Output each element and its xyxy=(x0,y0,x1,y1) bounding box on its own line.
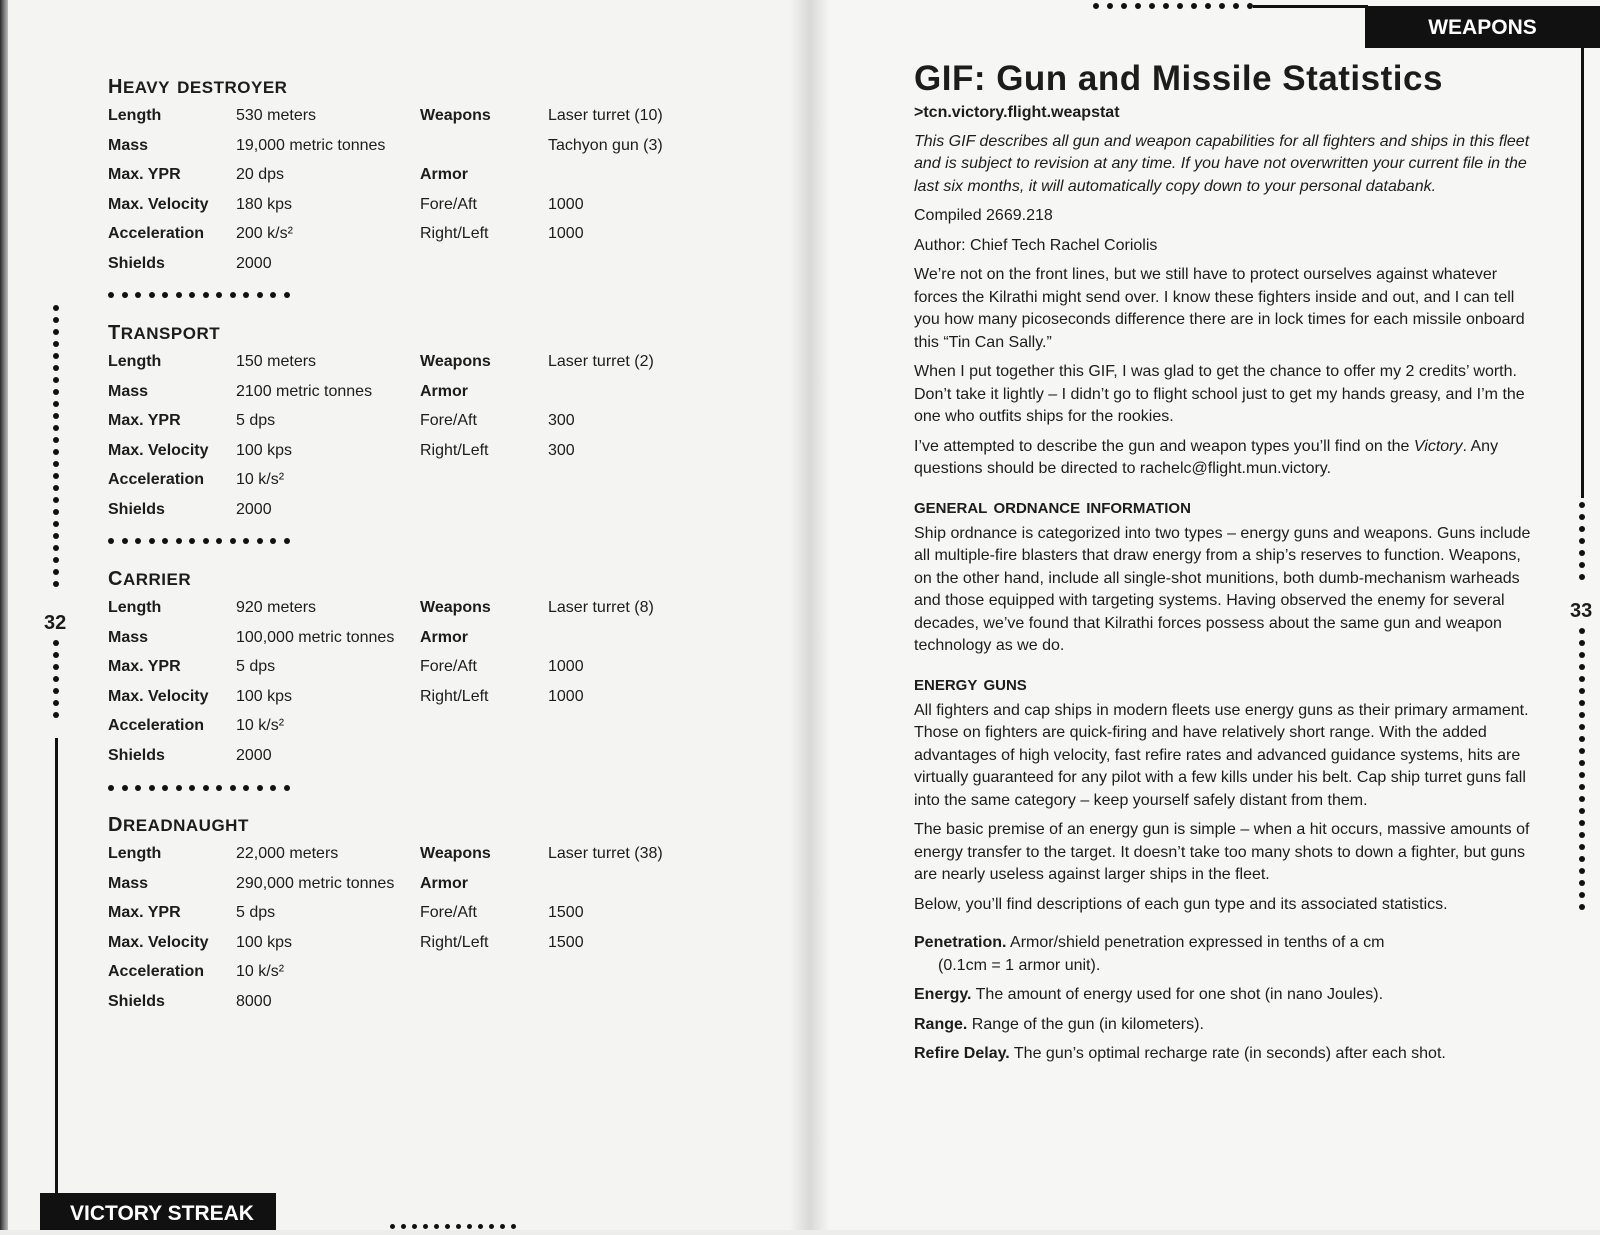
definition xyxy=(914,1043,1534,1066)
stat-label: Max. YPR xyxy=(108,658,181,676)
dot xyxy=(1163,3,1169,9)
stat-label-secondary: Weapons xyxy=(420,107,491,124)
stat-label: Mass xyxy=(108,628,149,646)
dot xyxy=(1579,574,1585,580)
dot xyxy=(390,1224,395,1229)
dot xyxy=(108,785,114,791)
definitions-list xyxy=(914,932,1534,1066)
dot xyxy=(53,700,59,706)
stat-value: 10 k/s² xyxy=(236,963,285,981)
paragraph: When I put together this GIF, I was glad to get the chance to offer my 2 credits’ worth. Don’t take it lightly – I didn’t go to flight school just to get my hands greasy, and I’m the one who outfits ships for the rookies. xyxy=(914,363,1525,425)
dot xyxy=(257,292,263,298)
stat-row xyxy=(108,382,668,412)
stat-value-secondary: Laser turret (2) xyxy=(548,353,654,370)
dot xyxy=(216,785,222,791)
stat-label: Max. YPR xyxy=(108,412,181,430)
dot xyxy=(1135,3,1141,9)
stat-label: Max. YPR xyxy=(108,166,181,184)
stat-row xyxy=(108,195,668,225)
header-dots xyxy=(1093,3,1253,9)
dot xyxy=(1579,550,1585,556)
stat-label: Length xyxy=(108,599,162,616)
stat-row xyxy=(108,628,668,658)
dot xyxy=(53,377,59,383)
dot xyxy=(53,521,59,527)
stat-value: 290,000 metric tonnes xyxy=(236,874,395,892)
dot xyxy=(1579,868,1585,874)
right-margin-dots-top xyxy=(1579,502,1585,580)
dot xyxy=(53,461,59,467)
stat-value: 2000 xyxy=(236,746,272,764)
stat-label-secondary: Right/Left xyxy=(420,225,489,243)
stat-label: Acceleration xyxy=(108,225,205,243)
definition-text: Range of the gun (in kilometers). xyxy=(967,1015,1204,1033)
stat-value: 10 k/s² xyxy=(236,471,285,489)
stat-label: Acceleration xyxy=(108,471,205,489)
dot xyxy=(53,569,59,575)
stat-value-secondary: 1000 xyxy=(548,225,584,243)
dot xyxy=(1579,628,1585,634)
stat-row xyxy=(108,962,668,992)
dot xyxy=(1579,514,1585,520)
dot xyxy=(257,785,263,791)
dot xyxy=(401,1224,406,1229)
definition-term: Range. xyxy=(914,1015,968,1033)
dot xyxy=(456,1224,461,1229)
stat-label: Acceleration xyxy=(108,963,205,981)
dot xyxy=(445,1224,450,1229)
dot xyxy=(230,538,236,544)
stat-value-secondary: 1000 xyxy=(548,658,584,676)
stat-value: 2100 metric tonnes xyxy=(236,382,373,400)
dot xyxy=(1219,3,1225,9)
dot xyxy=(53,437,59,443)
stat-row xyxy=(108,254,668,284)
section-header-tab: WEAPONS xyxy=(1365,6,1600,48)
stat-value: 100 kps xyxy=(236,441,293,459)
stat-row xyxy=(108,657,668,687)
dot xyxy=(1579,676,1585,682)
stat-row xyxy=(108,470,668,500)
stat-value: 22,000 meters xyxy=(236,845,339,862)
page-number-left: 32 xyxy=(44,612,67,634)
dot xyxy=(1107,3,1113,9)
stat-value-secondary: Tachyon gun (3) xyxy=(548,136,663,154)
dot xyxy=(53,449,59,455)
dot xyxy=(149,785,155,791)
ship-name-emphasis: Victory xyxy=(1413,437,1463,455)
dot xyxy=(135,785,141,791)
dot xyxy=(1233,3,1239,9)
dot xyxy=(53,341,59,347)
definition-note: (0.1cm = 1 armor unit). xyxy=(938,956,1101,974)
stat-label: Length xyxy=(108,845,162,862)
stat-value-secondary: 1500 xyxy=(548,904,584,922)
dot xyxy=(1579,856,1585,862)
stat-label: Shields xyxy=(108,500,165,518)
intro-paragraph: This GIF describes all gun and weapon capabilities for all fighters and ships in this fleet and is subject to revision at any time. If you have not overwritten your current file in the last six months, it will automatically copy down to your personal databank. xyxy=(914,132,1530,195)
stat-row xyxy=(108,598,668,628)
section-separator xyxy=(108,785,290,791)
dot xyxy=(1579,880,1585,886)
ship-name: dreadnaught xyxy=(108,806,249,837)
dot xyxy=(53,676,59,682)
dot xyxy=(108,292,114,298)
stat-label-secondary: Right/Left xyxy=(420,687,489,705)
dot xyxy=(189,538,195,544)
dot xyxy=(176,292,182,298)
dot xyxy=(149,538,155,544)
ship-block xyxy=(108,560,668,776)
stat-value-secondary: Laser turret (8) xyxy=(548,599,654,616)
dot xyxy=(1579,700,1585,706)
stat-value-secondary: Laser turret (38) xyxy=(548,845,663,862)
stat-row xyxy=(108,687,668,717)
stat-label: Max. Velocity xyxy=(108,933,209,951)
footer-dots xyxy=(390,1224,516,1229)
dot xyxy=(243,538,249,544)
dot xyxy=(1093,3,1099,9)
paragraph: All fighters and cap ships in modern fleets use energy guns as their primary armament. Those on fighters are quick-firing and have relatively short range. With the added advantages of high velocity, fast refire rates and advanced guidance systems, hits are virtually guaranteed for any pilot with a few kills under his belt. Cap ship turret guns fall into the same category – keep yourself safely distant from them. xyxy=(914,701,1529,809)
dot xyxy=(1579,688,1585,694)
dot xyxy=(1579,562,1585,568)
stat-row xyxy=(108,844,668,874)
dot xyxy=(189,292,195,298)
dot xyxy=(53,664,59,670)
stat-row xyxy=(108,352,668,382)
stat-label-secondary: Armor xyxy=(420,382,469,400)
dot xyxy=(122,785,128,791)
dot xyxy=(176,538,182,544)
definition-term: Refire Delay. xyxy=(914,1045,1010,1062)
dot xyxy=(108,538,114,544)
dot xyxy=(1191,3,1197,9)
stat-value: 2000 xyxy=(236,254,272,272)
stat-label: Shields xyxy=(108,254,165,272)
dot xyxy=(284,292,290,298)
stat-row xyxy=(108,992,668,1022)
dot xyxy=(1579,502,1585,508)
author-line: Author: Chief Tech Rachel Coriolis xyxy=(914,236,1158,254)
stat-value-secondary: 1000 xyxy=(548,687,584,705)
dot xyxy=(122,538,128,544)
dot xyxy=(270,292,276,298)
dot xyxy=(1579,820,1585,826)
dot xyxy=(53,688,59,694)
stat-label-secondary: Fore/Aft xyxy=(420,904,477,922)
dot xyxy=(122,292,128,298)
stat-value: 180 kps xyxy=(236,195,293,213)
dot xyxy=(216,292,222,298)
stat-label: Max. Velocity xyxy=(108,441,209,459)
definition xyxy=(914,932,1534,977)
definition-term: Penetration. xyxy=(914,934,1007,951)
definition-text: The amount of energy used for one shot (in nano Joules). xyxy=(971,986,1384,1003)
dot xyxy=(1149,3,1155,9)
stat-value-secondary: 1500 xyxy=(548,933,584,951)
definition-term: Energy. xyxy=(914,986,972,1003)
dot xyxy=(53,652,59,658)
ship-block xyxy=(108,806,668,1022)
dot xyxy=(203,292,209,298)
dot xyxy=(230,292,236,298)
dot xyxy=(216,538,222,544)
dot xyxy=(162,538,168,544)
stat-row xyxy=(108,716,668,746)
dot xyxy=(1579,784,1585,790)
dot xyxy=(162,292,168,298)
stat-label-secondary: Armor xyxy=(420,628,469,646)
stat-row xyxy=(108,933,668,963)
dot xyxy=(53,389,59,395)
dot xyxy=(1579,712,1585,718)
ship-block xyxy=(108,314,668,530)
stat-label: Max. Velocity xyxy=(108,195,209,213)
paragraph: The basic premise of an energy gun is simple – when a hit occurs, massive amounts of energy transfer to the target. It doesn’t take too many shots to down a fighter, but guns are nearly useless against larger ships in the fleet. xyxy=(914,821,1530,883)
dot xyxy=(149,292,155,298)
stat-value: 150 meters xyxy=(236,353,317,370)
stat-label-secondary: Fore/Aft xyxy=(420,195,477,213)
stat-value: 5 dps xyxy=(236,904,276,922)
dot xyxy=(1579,808,1585,814)
paragraph-text: . Any questions should be directed to rachelc@flight.mun.victory. xyxy=(914,437,1499,477)
stat-row xyxy=(108,874,668,904)
stat-row xyxy=(108,224,668,254)
stat-value: 100 kps xyxy=(236,933,293,951)
stat-value-secondary: 1000 xyxy=(548,195,584,213)
stat-label: Mass xyxy=(108,874,149,892)
stat-value-secondary: 300 xyxy=(548,412,575,430)
dot xyxy=(53,305,59,311)
stat-value: 920 meters xyxy=(236,599,317,616)
paragraph: We’re not on the front lines, but we still have to protect ourselves against whatever forces the Kilrathi might send over. I know these fighters inside and out, and I can tell you how many picoseconds difference there are in lock times for each missile onboard this “Tin Can Sally.” xyxy=(914,266,1525,351)
stat-row xyxy=(108,746,668,776)
dot xyxy=(162,785,168,791)
stat-label: Length xyxy=(108,353,162,370)
dot xyxy=(1579,832,1585,838)
dot xyxy=(467,1224,472,1229)
ship-name: transport xyxy=(108,314,221,345)
stat-label: Mass xyxy=(108,382,149,400)
dot xyxy=(230,785,236,791)
stat-label: Length xyxy=(108,107,162,124)
dot xyxy=(53,509,59,515)
ship-block xyxy=(108,68,668,284)
stat-value: 100,000 metric tonnes xyxy=(236,628,395,646)
file-path: >tcn.victory.flight.weapstat xyxy=(914,104,1120,121)
dot xyxy=(1579,664,1585,670)
stat-value: 200 k/s² xyxy=(236,225,293,243)
dot xyxy=(511,1224,516,1229)
dot xyxy=(1579,772,1585,778)
right-margin-rule xyxy=(1581,48,1584,498)
stat-value: 19,000 metric tonnes xyxy=(236,136,386,154)
left-margin-rule xyxy=(55,738,58,1198)
stat-value: 100 kps xyxy=(236,687,293,705)
stat-label-secondary: Fore/Aft xyxy=(420,658,477,676)
stat-label-secondary: Right/Left xyxy=(420,933,489,951)
dot xyxy=(1579,904,1585,910)
dot xyxy=(1579,748,1585,754)
heading-energy-guns: energy guns xyxy=(914,669,1027,695)
dot xyxy=(1121,3,1127,9)
stat-row xyxy=(108,441,668,471)
dot xyxy=(53,365,59,371)
book-edge xyxy=(0,0,8,1230)
dot xyxy=(1205,3,1211,9)
section-separator xyxy=(108,292,290,298)
dot xyxy=(434,1224,439,1229)
stat-label-secondary: Armor xyxy=(420,874,469,892)
dot xyxy=(1177,3,1183,9)
stat-row xyxy=(108,136,668,166)
stat-label-secondary: Weapons xyxy=(420,845,491,862)
ship-name: carrier xyxy=(108,560,192,591)
dot xyxy=(284,785,290,791)
left-margin-dots-top xyxy=(53,305,59,587)
dot xyxy=(203,538,209,544)
dot xyxy=(176,785,182,791)
dot xyxy=(500,1224,505,1229)
dot xyxy=(478,1224,483,1229)
definition-text: Armor/shield penetration expressed in tenths of a cm xyxy=(1006,934,1385,951)
dot xyxy=(203,785,209,791)
stat-label-secondary: Fore/Aft xyxy=(420,412,477,430)
stat-value: 20 dps xyxy=(236,166,285,184)
dot xyxy=(1579,796,1585,802)
stat-value-secondary: 300 xyxy=(548,441,575,459)
dot xyxy=(53,353,59,359)
page-number-right: 33 xyxy=(1570,600,1593,622)
stat-label-secondary: Armor xyxy=(420,166,469,184)
book-gutter xyxy=(790,0,830,1230)
paragraph: Below, you’ll find descriptions of each gun type and its associated statistics. xyxy=(914,895,1448,913)
dot xyxy=(489,1224,494,1229)
dot xyxy=(1579,892,1585,898)
definition-text: The gun’s optimal recharge rate (in seconds) after each shot. xyxy=(1009,1045,1446,1062)
dot xyxy=(53,317,59,323)
dot xyxy=(423,1224,428,1229)
dot xyxy=(53,329,59,335)
definition xyxy=(914,984,1534,1007)
dot xyxy=(243,292,249,298)
dot xyxy=(189,785,195,791)
stat-label-secondary: Weapons xyxy=(420,353,491,370)
dot xyxy=(53,425,59,431)
heading-general-ordnance: general ordnance information xyxy=(914,492,1191,518)
dot xyxy=(1579,526,1585,532)
stat-value: 5 dps xyxy=(236,412,276,430)
stat-row xyxy=(108,165,668,195)
stat-label: Max. YPR xyxy=(108,904,181,922)
stat-value-secondary: Laser turret (10) xyxy=(548,107,663,124)
dot xyxy=(1579,736,1585,742)
stat-row xyxy=(108,411,668,441)
stat-row xyxy=(108,500,668,530)
right-margin-dots-bottom xyxy=(1579,628,1585,910)
dot xyxy=(53,497,59,503)
dot xyxy=(135,538,141,544)
article-title: GIF: Gun and Missile Statistics xyxy=(914,59,1443,98)
stat-value: 530 meters xyxy=(236,107,317,124)
dot xyxy=(1579,844,1585,850)
dot xyxy=(53,581,59,587)
stat-row xyxy=(108,106,668,136)
dot xyxy=(1579,640,1585,646)
stat-label: Acceleration xyxy=(108,717,205,735)
header-rule xyxy=(1253,5,1368,8)
dot xyxy=(53,712,59,718)
stat-label: Max. Velocity xyxy=(108,687,209,705)
dot xyxy=(53,545,59,551)
dot xyxy=(53,533,59,539)
paragraph xyxy=(914,436,1534,481)
stat-value: 8000 xyxy=(236,992,272,1010)
stat-label: Mass xyxy=(108,136,149,154)
compiled-line: Compiled 2669.218 xyxy=(914,207,1053,224)
dot xyxy=(270,785,276,791)
section-separator xyxy=(108,538,290,544)
dot xyxy=(1579,760,1585,766)
dot xyxy=(135,292,141,298)
stat-label-secondary: Weapons xyxy=(420,599,491,616)
article xyxy=(914,58,1534,1073)
dot xyxy=(257,538,263,544)
paragraph-text: I’ve attempted to describe the gun and weapon types you’ll find on the xyxy=(914,437,1414,455)
footer-book-title: VICTORY STREAK xyxy=(40,1193,276,1230)
stat-label: Shields xyxy=(108,746,165,764)
dot xyxy=(53,557,59,563)
dot xyxy=(53,473,59,479)
stat-value: 2000 xyxy=(236,500,272,518)
dot xyxy=(53,413,59,419)
stat-label-secondary: Right/Left xyxy=(420,441,489,459)
dot xyxy=(243,785,249,791)
dot xyxy=(53,485,59,491)
paragraph: Ship ordnance is categorized into two types – energy guns and weapons. Guns include all multiple-fire blasters that draw energy from a ship’s reserves to function. Weapons, on the other hand, include all single-shot munitions, both dumb-mechanism warheads and those equipped with targeting systems. Having observed the enemy for several decades, we’ve found that Kilrathi forces possess about the same gun and weapon technology as we do. xyxy=(914,524,1531,654)
dot xyxy=(53,401,59,407)
dot xyxy=(270,538,276,544)
ship-name: heavy destroyer xyxy=(108,68,288,99)
dot xyxy=(53,640,59,646)
dot xyxy=(412,1224,417,1229)
dot xyxy=(284,538,290,544)
dot xyxy=(1579,724,1585,730)
stat-value: 10 k/s² xyxy=(236,717,285,735)
dot xyxy=(1579,652,1585,658)
stat-value: 5 dps xyxy=(236,658,276,676)
stat-label: Shields xyxy=(108,992,165,1010)
dot xyxy=(1579,538,1585,544)
left-margin-dots-bottom xyxy=(53,640,59,718)
definition xyxy=(914,1014,1534,1037)
stat-row xyxy=(108,903,668,933)
